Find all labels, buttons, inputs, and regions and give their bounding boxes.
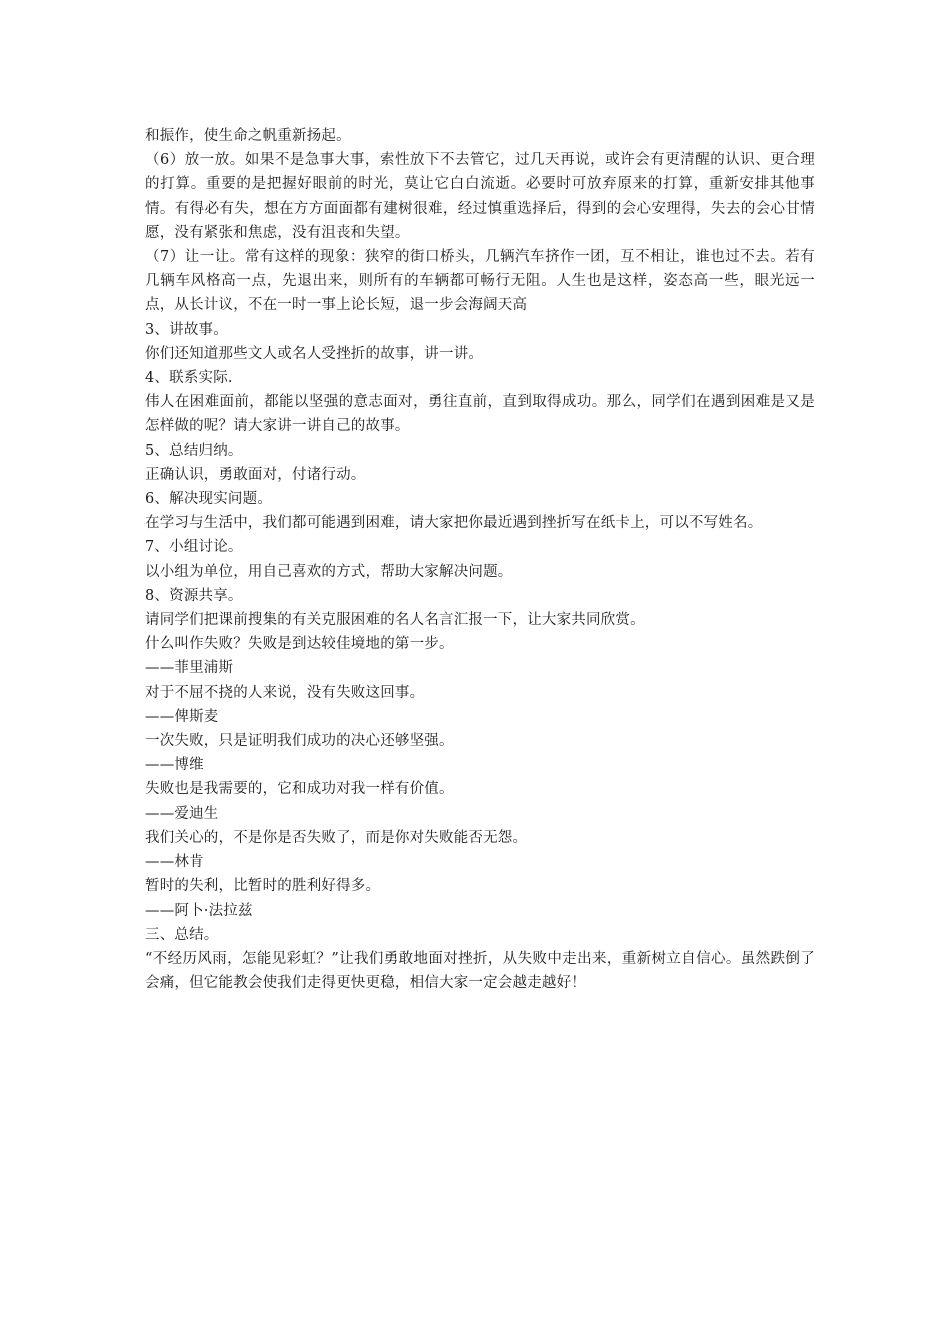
paragraph-step-7: 以小组为单位，用自己喜欢的方式，帮助大家解决问题。: [145, 563, 513, 580]
heading-step-7: 7、小组讨论。: [145, 539, 243, 556]
heading-step-3: 3、讲故事。: [145, 321, 228, 338]
paragraph-point-7: （7）让一让。常有这样的现象：狭窄的街口桥头，几辆汽车挤作一团，互不相让，谁也过不去。若有几辆车风格高一点，先退出来，则所有的车辆都可畅行无阻。人生也是这样，姿态高一些，眼光远一点，从长计议，不在一时一事上论长短，退一步会海阔天高: [145, 249, 815, 314]
paragraph-step-5: 正确认识，勇敢面对，付诸行动。: [145, 466, 366, 483]
paragraph-summary: “不经历风雨，怎能见彩虹？”让我们勇敢地面对挫折，从失败中走出来，重新树立自信心。虽然跌倒了会痛，但它能教会使我们走得更快更稳，相信大家一定会越走越好！: [145, 950, 815, 992]
paragraph-step-6: 在学习与生活中，我们都可能遇到困难，请大家把你最近遇到挫折写在纸卡上，可以不写姓名。: [145, 515, 763, 532]
quote-1: 什么叫作失败？失败是到达较佳境地的第一步。: [145, 636, 454, 653]
document-body: [145, 124, 815, 995]
quote-2-author: ——俾斯麦: [145, 708, 219, 725]
quote-1-author: ——菲里浦斯: [145, 660, 234, 677]
paragraph-continuation: 和振作，使生命之帆重新扬起。: [145, 128, 351, 144]
paragraph-step-4: 伟人在困难面前，都能以坚强的意志面对，勇往直前，直到取得成功。那么，同学们在遇到困难是又是怎样做的呢？请大家讲一讲自己的故事。: [145, 394, 815, 435]
paragraph-point-6: （6）放一放。如果不是急事大事，索性放下不去管它，过几天再说，或许会有更清醒的认识、更合理的打算。重要的是把握好眼前的时光，莫让它白白流逝。必要时可放弃原来的打算，重新安排其他事情。有得必有失，想在方方面面都有建树很难，经过慎重选择后，得到的会心安理得，失去的会心甘情愿，没有紧张和焦虑，没有沮丧和失望。: [145, 152, 815, 241]
heading-step-8: 8、资源共享。: [145, 587, 243, 604]
quote-6: 暂时的失利，比暂时的胜利好得多。: [145, 878, 381, 895]
quote-4-author: ——爱迪生: [145, 805, 219, 822]
heading-step-6: 6、解决现实问题。: [145, 491, 273, 508]
paragraph-step-8: 请同学们把课前搜集的有关克服困难的名人名言汇报一下，让大家共同欣赏。: [145, 612, 645, 629]
quote-3-author: ——博维: [145, 757, 204, 774]
quote-5-author: ——林肯: [145, 854, 204, 871]
quote-4: 失败也是我需要的，它和成功对我一样有价值。: [145, 781, 454, 798]
quote-2: 对于不屈不挠的人来说，没有失败这回事。: [145, 684, 425, 701]
quote-3: 一次失败，只是证明我们成功的决心还够坚强。: [145, 733, 454, 750]
quote-6-author: ——阿卜·法拉兹: [145, 902, 253, 919]
heading-step-5: 5、总结归纳。: [145, 442, 243, 459]
paragraph-step-3: 你们还知道那些文人或名人受挫折的故事，讲一讲。: [145, 345, 484, 362]
heading-step-4: 4、联系实际.: [145, 370, 233, 387]
heading-summary: 三、总结。: [145, 926, 219, 943]
quote-5: 我们关心的，不是你是否失败了，而是你对失败能否无怨。: [145, 829, 528, 846]
